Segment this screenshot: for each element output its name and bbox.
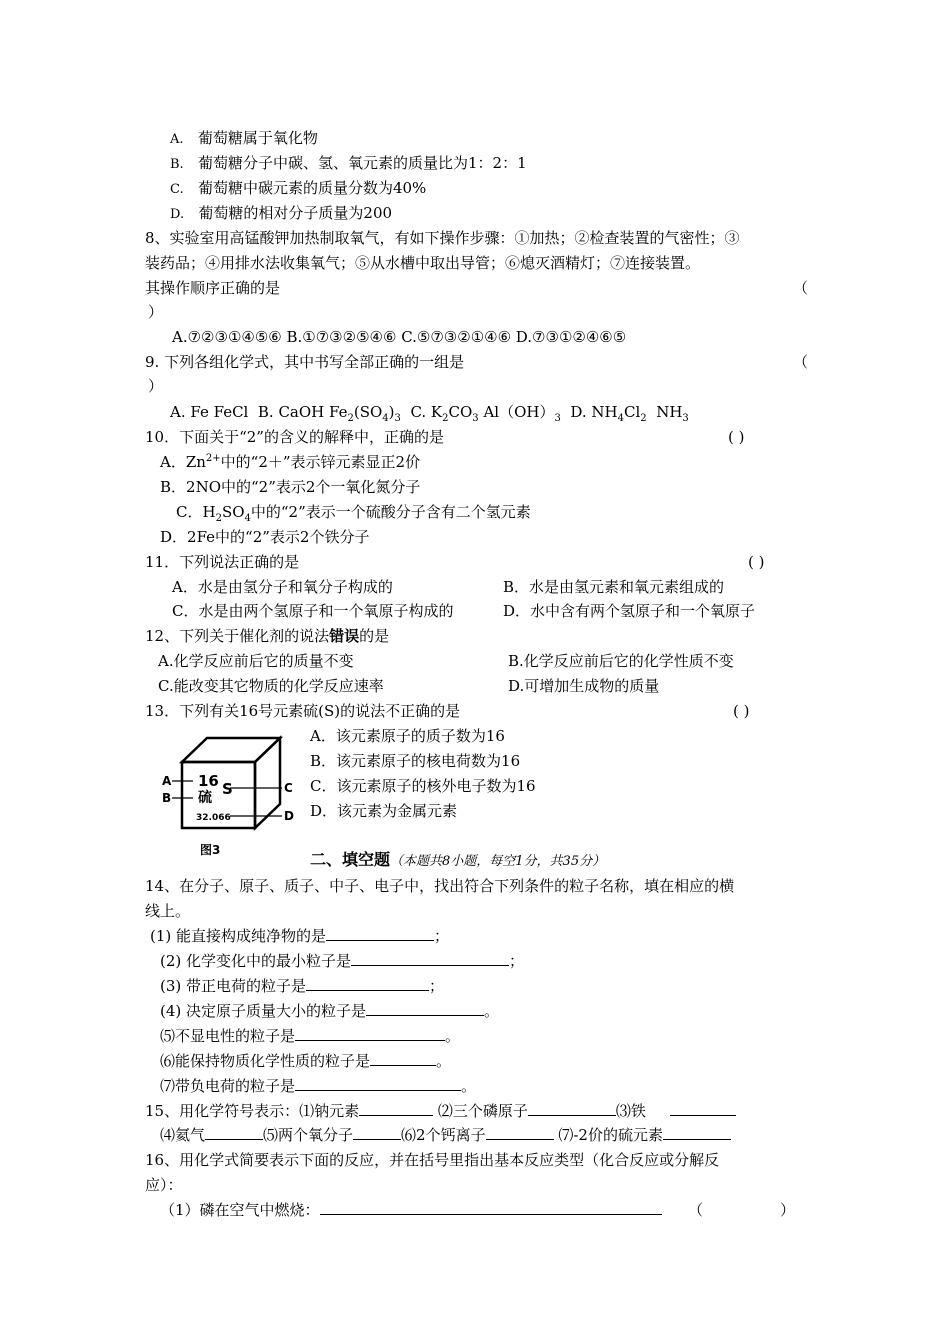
q14-line1: 14、在分子、原子、质子、中子、电子中，找出符合下列条件的粒子名称，填在相应的横 <box>145 877 735 895</box>
answer-blank[interactable] <box>663 1125 731 1140</box>
text: NH <box>656 403 683 421</box>
q13-option-a: A．该元素原子的质子数为16 <box>310 727 505 745</box>
answer-blank[interactable] <box>670 1101 736 1116</box>
q7-option-b <box>170 153 527 175</box>
q12-option-b: B.化学反应前后它的化学性质不变 <box>508 652 734 670</box>
q14-item-6 <box>160 1051 451 1071</box>
q14-item-4 <box>160 1001 499 1021</box>
q13-option-c: C．该元素原子的核外电子数为16 <box>310 777 536 795</box>
q10-stem: 10．下面关于“2”的含义的解释中，正确的是 <box>145 428 444 446</box>
text: ⑵三个磷原子 <box>437 1102 528 1120</box>
q8-line2: 装药品；④用排水法收集氧气；⑤从水槽中取出导管；⑥熄灭酒精灯；⑦连接装置。 <box>145 254 701 272</box>
q9-paren-close: ） <box>148 377 164 395</box>
q11-paren: ( ) <box>748 553 765 571</box>
q8-paren-close: ） <box>148 303 164 321</box>
text: B. CaOH Fe <box>257 403 348 421</box>
q7-option-d <box>170 203 392 225</box>
item-end: ； <box>429 977 445 995</box>
text: 15、用化学符号表示：⑴钠元素 <box>145 1102 360 1120</box>
element-symbol: S <box>222 780 233 798</box>
answer-blank[interactable] <box>295 1076 461 1091</box>
text: ⑷氦气 <box>160 1126 206 1144</box>
text: ⑶铁 <box>615 1102 646 1120</box>
item-text: (2) 化学变化中的最小粒子是 <box>160 952 352 970</box>
label-d: D <box>284 809 294 823</box>
q7-option-a <box>170 128 318 150</box>
item-text: (4) 决定原子质量大小的粒子是 <box>160 1002 367 1020</box>
q7-option-c <box>170 178 426 200</box>
q11-option-d: D．水中含有两个氢原子和一个氧原子 <box>503 602 756 620</box>
text: ⑹2个钙离子 <box>401 1126 486 1144</box>
item-end: ； <box>509 952 525 970</box>
text: (SO <box>353 403 383 421</box>
q8-paren-open: （ <box>793 279 809 297</box>
option-letter: A. <box>170 132 184 147</box>
q12-option-d: D.可增加生成物的质量 <box>508 677 660 695</box>
q12-option-c: C.能改变其它物质的化学反应速率 <box>158 677 384 695</box>
subscript: 4 <box>382 413 389 424</box>
subscript: 4 <box>244 513 251 524</box>
q10-option-a <box>160 452 420 472</box>
subscript: 3 <box>472 413 479 424</box>
text: Cl <box>624 403 641 421</box>
item-end: 。 <box>436 1052 452 1070</box>
element-cube-figure <box>160 732 305 857</box>
option-letter: D. <box>170 207 185 222</box>
text: 12、下列关于催化剂的说法 <box>145 627 330 645</box>
subscript: 2 <box>215 513 222 524</box>
option-text: 葡萄糖分子中碳、氢、氧元素的质量比为1：2：1 <box>198 154 527 172</box>
answer-blank[interactable] <box>306 976 429 991</box>
q8-line1: 8、实验室用高锰酸钾加热制取氧气，有如下操作步骤：①加热；②检查装置的气密性；③ <box>145 229 740 247</box>
subscript: 3 <box>394 413 401 424</box>
emphasis: 错误 <box>329 627 360 645</box>
text: 中的“2＋”表示锌元素显正2价 <box>220 453 421 471</box>
q16-paren-close: ） <box>780 1201 796 1219</box>
text: C．H <box>176 503 216 521</box>
item-end: 。 <box>484 1002 500 1020</box>
q9-option-b <box>257 403 401 424</box>
option-text: 葡萄糖的相对分子质量为200 <box>198 204 393 222</box>
answer-blank[interactable] <box>326 926 434 941</box>
q13-stem: 13．下列有关16号元素硫(S)的说法不正确的是 <box>145 702 461 720</box>
item-text: （1）磷在空气中燃烧： <box>160 1201 320 1219</box>
item-end: ； <box>434 927 450 945</box>
item-text: ⑺带负电荷的粒子是 <box>160 1077 296 1095</box>
item-text: (1) 能直接构成纯净物的是 <box>150 927 327 945</box>
item-end: 。 <box>461 1077 477 1095</box>
option-text: 葡萄糖中碳元素的质量分数为40% <box>197 179 427 197</box>
q15-line2 <box>160 1125 731 1145</box>
answer-blank[interactable] <box>486 1125 554 1140</box>
q10-paren: ( ) <box>728 428 745 446</box>
element-name: 硫 <box>198 790 212 806</box>
q13-option-d: D．该元素为金属元素 <box>310 802 458 820</box>
q14-item-3 <box>160 976 444 996</box>
text: C. K <box>410 403 443 421</box>
answer-blank[interactable] <box>366 1001 484 1016</box>
q14-item-5 <box>160 1026 460 1046</box>
q12-option-a: A.化学反应前后它的质量不变 <box>158 652 354 670</box>
answer-blank[interactable] <box>370 1051 436 1066</box>
q15-line1 <box>145 1101 736 1121</box>
q16-line2: 应）： <box>145 1176 183 1194</box>
text: 中的“2”表示一个硫酸分子含有二个氢元素 <box>250 503 531 521</box>
text: SO <box>221 503 245 521</box>
section-note: （本题共8小题，每空1分，共35分） <box>390 854 606 869</box>
q11-option-a: A．水是由氢分子和氧分子构成的 <box>172 578 393 596</box>
q14-item-7 <box>160 1076 476 1096</box>
label-b: B <box>162 791 172 805</box>
cube-top-face <box>182 738 280 762</box>
text: ⑸两个氧分子 <box>263 1126 354 1144</box>
cube-side-face <box>255 738 280 828</box>
section-2-heading <box>310 850 605 872</box>
answer-blank[interactable] <box>320 1200 662 1215</box>
q9-option-c <box>410 403 561 424</box>
text: 的是 <box>359 627 390 645</box>
item-end: 。 <box>445 1027 461 1045</box>
atomic-mass: 32.066 <box>196 813 231 823</box>
figure-caption: 图3 <box>200 843 221 857</box>
q13-paren: ( ) <box>733 702 750 720</box>
q10-option-d: D．2Fe中的“2”表示2个铁分子 <box>160 528 370 546</box>
item-text: (3) 带正电荷的粒子是 <box>160 977 307 995</box>
q14-line2: 线上。 <box>145 902 191 920</box>
section-title: 二、填空题 <box>310 850 391 869</box>
subscript: 3 <box>554 413 561 424</box>
q11-stem: 11．下列说法正确的是 <box>145 553 300 571</box>
q9-options <box>170 402 689 422</box>
subscript: 3 <box>682 413 689 424</box>
answer-blank[interactable] <box>353 1125 401 1140</box>
subscript: 4 <box>617 413 624 424</box>
q9-option-d <box>570 403 689 424</box>
q14-item-1 <box>150 926 449 946</box>
text: ⑺-2价的硫元素 <box>558 1126 663 1144</box>
option-text: 葡萄糖属于氧化物 <box>197 129 318 147</box>
subscript: 2 <box>347 413 354 424</box>
q9-option-a: A. Fe FeCl <box>170 403 249 421</box>
q10-option-c <box>176 502 531 522</box>
item-text: ⑸不显电性的粒子是 <box>160 1027 296 1045</box>
subscript: 2 <box>442 413 449 424</box>
text: Al（OH） <box>483 403 555 421</box>
q11-option-c: C．水是由两个氢原子和一个氧原子构成的 <box>172 602 454 620</box>
option-letter: B. <box>170 157 184 172</box>
answer-blank[interactable] <box>351 951 509 966</box>
q10-option-b: B．2NO中的“2”表示2个一氧化氮分子 <box>160 478 421 496</box>
text: D. NH <box>570 403 618 421</box>
q14-item-2 <box>160 951 524 971</box>
option-letter: C. <box>170 182 184 197</box>
q13-option-b: B．该元素原子的核电荷数为16 <box>310 752 521 770</box>
label-a: A <box>162 774 172 788</box>
answer-blank[interactable] <box>359 1101 433 1116</box>
text: ) <box>388 403 395 421</box>
q16-line1: 16、用化学式简要表示下面的反应，并在括号里指出基本反应类型（化合反应或分解反 <box>145 1151 720 1169</box>
q12-stem <box>145 626 389 646</box>
text: CO <box>448 403 473 421</box>
label-c: C <box>284 781 293 795</box>
q9-paren-open: （ <box>793 353 809 371</box>
q8-line3: 其操作顺序正确的是 <box>145 279 281 297</box>
text: A．Zn <box>160 453 206 471</box>
item-text: ⑹能保持物质化学性质的粒子是 <box>160 1052 371 1070</box>
subscript: 2 <box>640 413 647 424</box>
q9-stem: 9. 下列各组化学式，其中书写全部正确的一组是 <box>145 353 465 371</box>
q11-option-b: B．水是由氢元素和氧元素组成的 <box>503 578 725 596</box>
q16-item-1 <box>160 1200 662 1220</box>
answer-blank[interactable] <box>528 1101 616 1116</box>
q8-options: A.⑦②③①④⑤⑥ B.①⑦③②⑤④⑥ C.⑤⑦③②①④⑥ D.⑦③①②④⑥⑤ <box>172 328 627 346</box>
atomic-number: 16 <box>198 772 219 790</box>
superscript: 2+ <box>205 453 221 464</box>
q16-paren-open: （ <box>688 1201 704 1219</box>
answer-blank[interactable] <box>205 1125 263 1140</box>
answer-blank[interactable] <box>295 1026 445 1041</box>
